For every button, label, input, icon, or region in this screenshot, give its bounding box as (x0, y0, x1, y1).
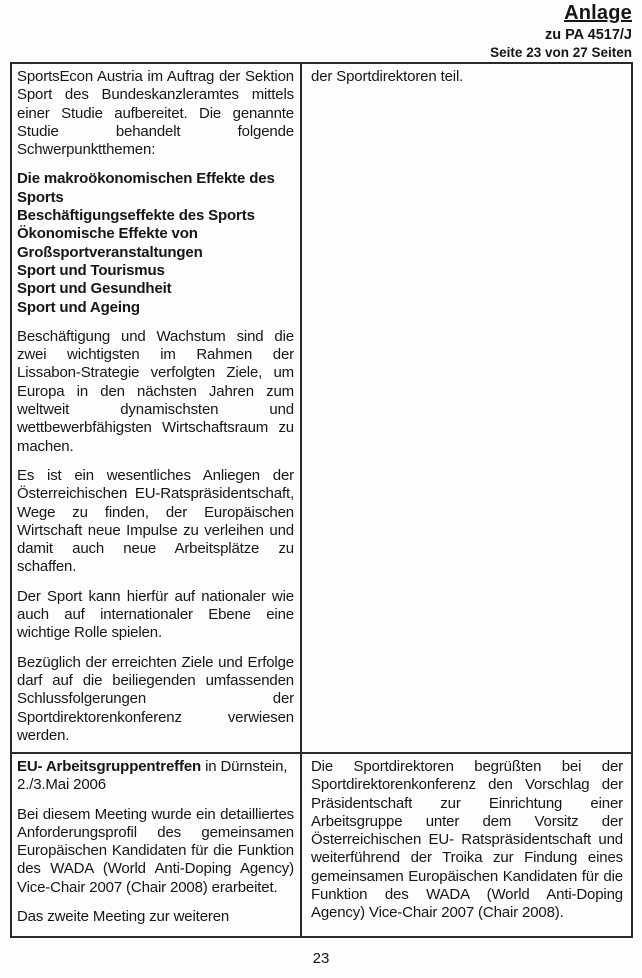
annex-title: Anlage (564, 2, 632, 24)
paragraph-anforderungsprofil: Bei diesem Meeting wurde ein detailliertes Anforderungsprofil des gemeinsamen Europäischen Kandidaten für die Funktion des WADA (World Anti-Doping Agency) Vice-Chair 2007 (Chair 2008) erarbeitet. (17, 805, 294, 896)
paragraph-study-intro: SportsEcon Austria im Auftrag der Sektion Sport des Bundeskanzleramtes mittels einer Studie aufbereitet. Die genannte Studie behandelt folgende Schwerpunktthemen: (17, 68, 294, 159)
paragraph-eu-ratspraesidentschaft: Es ist ein wesentliches Anliegen der Österreichischen EU-Ratspräsidentschaft, Wege zu finden, der Europäischen Wirtschaft neue Impulse zu verleihen und damit auch neue Arbeitsplätze zu schaffen. (17, 466, 294, 576)
topic-item: Sport und Ageing (17, 298, 140, 316)
paragraph-schlussfolgerungen: Bezüglich der erreichten Ziele und Erfolge darf auf die beiliegenden umfassenden Schlussfolgerungen der Sportdirektorenkonferenz verwiesen werden. (17, 653, 294, 744)
content-table (10, 62, 633, 938)
paragraph-arbeitsgruppe-vorschlag: Die Sportdirektoren begrüßten bei der Sportdirektorenkonferenz den Vorschlag der Präsidentschaft zur Einrichtung einer Arbeitsgruppe unter dem Vorsitz der Österreichischen EU- Ratspräsidentschaft und weiterführend der Troika zur Findung eines gemeinsamen Europäischen Kandidaten für die Funktion des WADA (World Anti-Doping Agency) Vice-Chair 2007 (Chair 2008). (311, 758, 623, 922)
paragraph-zweites-meeting-truncated: Das zweite Meeting zur weiteren (17, 908, 230, 926)
document-header (490, 2, 632, 60)
meeting-location: in Dürnstein, (201, 758, 288, 775)
document-reference: zu PA 4517/J (544, 27, 632, 43)
page-count-info: Seite 23 von 27 Seiten (490, 44, 632, 60)
paragraph-sport-rolle: Der Sport kann hierfür auf nationaler wie auch auf internationaler Ebene eine wichtige Rolle spielen. (17, 587, 294, 642)
meeting-title-bold: EU- Arbeitsgruppentreffen (17, 758, 202, 775)
table-cell-row2-right (302, 754, 631, 936)
table-cell-row1-left (12, 64, 302, 754)
paragraph-lissabon-strategie: Beschäftigung und Wachstum sind die zwei wichtigsten im Rahmen der Lissabon-Strategie verfolgten Ziele, um Europa in den nächsten Jahren zum weltweit dynamischsten und wettbewerbfähigsten Wirtschaftsraum zu machen. (17, 327, 294, 455)
meeting-heading (17, 758, 294, 795)
topic-list (17, 170, 294, 316)
table-cell-row1-right (302, 64, 631, 754)
topic-item: Ökonomische Effekte von Großsportveranstaltungen (17, 225, 203, 261)
paragraph-sportdirektoren-teil: der Sportdirektoren teil. (311, 68, 464, 85)
topic-item: Die makroökonomischen Effekte des Sports (17, 170, 275, 206)
page-number: 23 (312, 950, 330, 967)
topic-item: Sport und Gesundheit (17, 280, 172, 298)
topic-item: Beschäftigungseffekte des Sports (17, 207, 255, 225)
table-cell-row2-left (12, 754, 302, 936)
meeting-date: 2./3.Mai 2006 (17, 776, 106, 794)
topic-item: Sport und Tourismus (17, 261, 165, 279)
meeting-heading-line1 (17, 758, 287, 775)
